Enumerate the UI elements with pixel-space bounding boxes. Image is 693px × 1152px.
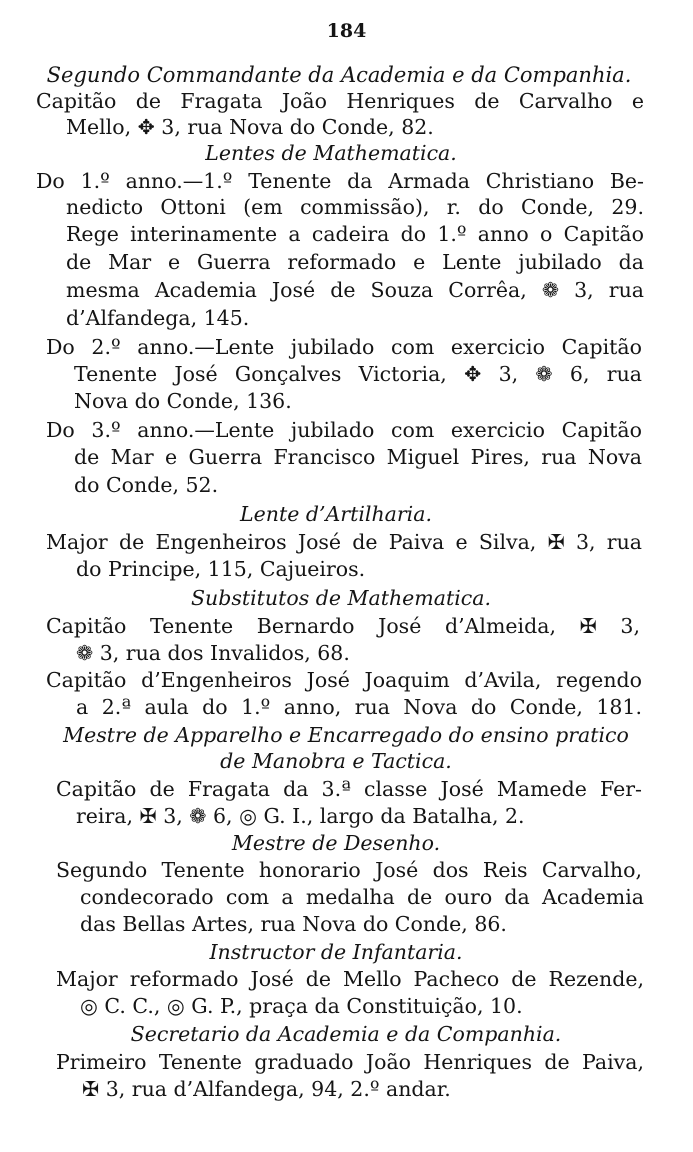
section-heading: Secretario da Academia e da Companhia. xyxy=(130,1022,562,1046)
text-line: Tenente José Gonçalves Victoria, ✥ 3, ❁ 6, rua xyxy=(74,362,642,386)
text-line: ❁ 3, rua dos Invalidos, 68. xyxy=(76,641,350,665)
section-heading: Mestre de Desenho. xyxy=(231,831,441,855)
section-heading: Lente d’Artilharia. xyxy=(240,502,432,526)
text-line: ✠ 3, rua d’Alfandega, 94, 2.º andar. xyxy=(82,1077,451,1101)
text-line: Major reformado José de Mello Pacheco de Rezende, xyxy=(56,967,644,991)
section-heading: de Manobra e Tactica. xyxy=(220,749,452,773)
section-heading: Substitutos de Mathematica. xyxy=(191,586,491,610)
text-line: ◎ C. C., ◎ G. P., praça da Constituição, 10. xyxy=(80,994,523,1018)
text-line: Do 1.º anno.—1.º Tenente da Armada Christiano Be- xyxy=(36,169,644,193)
text-line: reira, ✠ 3, ❁ 6, ◎ G. I., largo da Batalha, 2. xyxy=(76,804,525,828)
text-line: das Bellas Artes, rua Nova do Conde, 86. xyxy=(80,912,507,936)
text-line: Segundo Tenente honorario José dos Reis Carvalho, xyxy=(56,858,642,882)
text-line: Capitão d’Engenheiros José Joaquim d’Avila, regendo xyxy=(46,668,642,692)
section-heading: Segundo Commandante da Academia e da Companhia. xyxy=(46,63,632,87)
text-line: mesma Academia José de Souza Corrêa, ❁ 3, rua xyxy=(66,278,644,302)
text-line: do Principe, 115, Cajueiros. xyxy=(76,557,366,581)
section-heading: Lentes de Mathematica. xyxy=(205,141,457,165)
text-line: Capitão de Fragata da 3.ª classe José Mamede Fer- xyxy=(56,777,642,801)
section-heading: Instructor de Infantaria. xyxy=(209,940,463,964)
text-line: a 2.ª aula do 1.º anno, rua Nova do Conde, 181. xyxy=(76,695,642,719)
text-line: Capitão Tenente Bernardo José d’Almeida, ✠ 3, xyxy=(46,614,640,638)
text-line: Do 2.º anno.—Lente jubilado com exercicio Capitão xyxy=(46,335,642,359)
page-number: 184 xyxy=(326,20,367,42)
text-line: d’Alfandega, 145. xyxy=(66,306,250,330)
text-line: nedicto Ottoni (em commissão), r. do Conde, 29. xyxy=(66,195,644,219)
text-line: Primeiro Tenente graduado João Henriques de Paiva, xyxy=(56,1050,644,1074)
text-line: Nova do Conde, 136. xyxy=(74,389,292,413)
text-line: condecorado com a medalha de ouro da Academia xyxy=(80,885,644,909)
text-line: de Mar e Guerra reformado e Lente jubilado da xyxy=(66,250,644,274)
text-line: Do 3.º anno.—Lente jubilado com exercicio Capitão xyxy=(46,418,642,442)
text-line: Mello, ✥ 3, rua Nova do Conde, 82. xyxy=(66,115,434,139)
text-line: Capitão de Fragata João Henriques de Carvalho e xyxy=(36,89,644,113)
section-heading: Mestre de Apparelho e Encarregado do ensino pratico xyxy=(63,723,629,747)
text-line: Major de Engenheiros José de Paiva e Silva, ✠ 3, rua xyxy=(46,530,642,554)
text-line: do Conde, 52. xyxy=(74,473,219,497)
text-line: Rege interinamente a cadeira do 1.º anno o Capitão xyxy=(66,222,644,246)
text-line: de Mar e Guerra Francisco Miguel Pires, rua Nova xyxy=(74,445,642,469)
